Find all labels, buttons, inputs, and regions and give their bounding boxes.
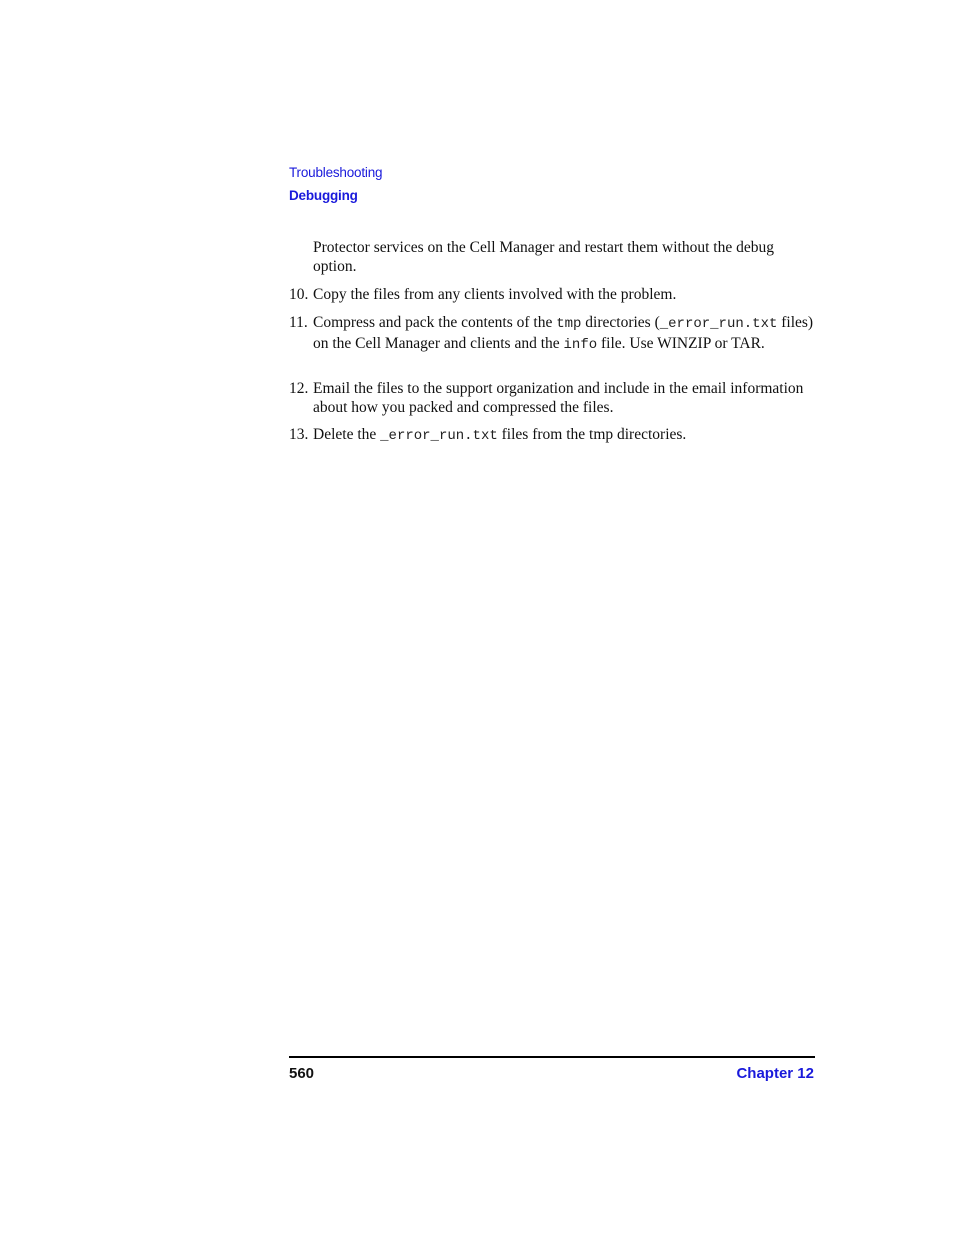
text-run: file. Use WINZIP or TAR. [597, 335, 765, 352]
text-run: directories ( [581, 314, 660, 331]
code-tmp: tmp [556, 316, 582, 332]
header-subsection-title: Debugging [289, 188, 358, 203]
code-error-run-file: _error_run.txt [659, 316, 778, 332]
list-item-number: 11. [289, 314, 308, 331]
list-item-text [313, 425, 818, 446]
list-item-number: 13. [289, 426, 309, 443]
page-number: 560 [289, 1065, 315, 1082]
list-item-text: Email the files to the support organization and include in the email information about how you packed and compressed the files. [313, 380, 804, 416]
text-run: Compress and pack the contents of the [313, 314, 557, 331]
text-run: files) on the Cell Manager and clients and the [313, 314, 814, 352]
list-item-number: 10. [289, 286, 309, 303]
list-item-text [313, 313, 818, 355]
list-item-number: 12. [289, 380, 309, 397]
list-item-text: Copy the files from any clients involved with the problem. [313, 286, 677, 303]
text-run: files from the tmp directories. [497, 426, 687, 443]
footer-divider [289, 1056, 815, 1058]
code-error-run-file: _error_run.txt [380, 428, 498, 444]
continuation-paragraph: Protector services on the Cell Manager and restart them without the debug option. [313, 239, 774, 275]
header-section-title: Troubleshooting [289, 165, 383, 180]
text-run: Delete the [313, 426, 381, 443]
code-info: info [563, 337, 598, 353]
chapter-label: Chapter 12 [736, 1065, 814, 1082]
